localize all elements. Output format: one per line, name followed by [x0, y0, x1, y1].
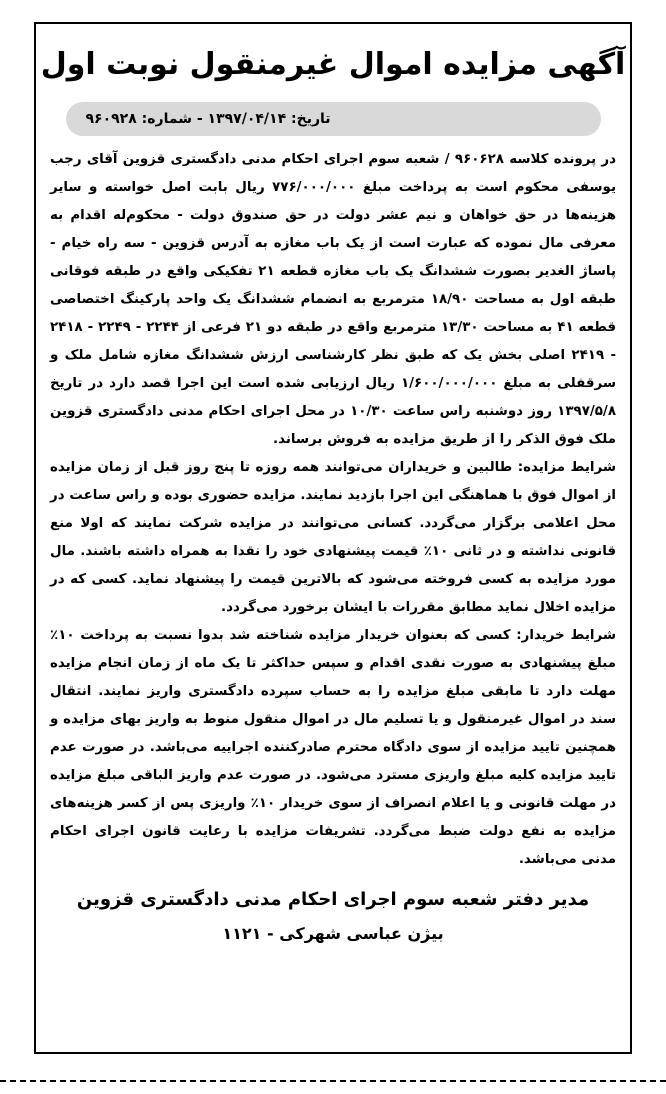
buyer-conditions-paragraph: شرایط خریدار: کسی که بعنوان خریدار مزایده شناخته شد بدوا نسبت به پرداخت ۱۰٪ مبلغ پیشنهادی به صورت نقدی اقدام و سپس حداکثر تا یک ماه از زمان انجام مزایده مهلت دارد تا مابقی مبلغ مزایده را به حساب سپرده دادگستری واریز نمایند. انتقال سند در اموال غیرمنقول و یا تسلیم مال در اموال منقول منوط به واریز بهای مزایده و همچنین تایید مزایده از سوی دادگاه محترم صادرکننده اجراییه می‌باشد. در صورت عدم تایید مزایده کلیه مبلغ واریزی مسترد می‌شود. در صورت عدم واریز الباقی مبلغ مزایده در مهلت قانونی و یا اعلام انصراف از سوی خریدار ۱۰٪ واریزی پس از کسر هزینه‌های مزایده به نفع دولت ضبط می‌گردد. تشریفات مزایده با رعایت قانون اجرای احکام مدنی می‌باشد. — [50, 628, 616, 867]
signature-block — [36, 882, 630, 950]
date-number-bar — [66, 102, 601, 136]
signature-office: مدیر دفتر شعبه سوم اجرای احکام مدنی دادگستری قزوین — [76, 889, 590, 910]
notice-body — [50, 146, 616, 874]
notice-frame — [34, 22, 632, 1054]
cut-line-divider — [0, 1080, 666, 1082]
notice-title: آگهی مزایده اموال غیرمنقول نوبت اول — [40, 47, 626, 82]
case-paragraph: در پرونده کلاسه ۹۶۰۶۲۸ / شعبه سوم اجرای احکام مدنی دادگستری قزوین آقای رجب یوسفی محکوم است به پرداخت مبلغ ۷۷۶/۰۰۰/۰۰۰ ریال بابت اصل خواسته و سایر هزینه‌ها در حق خواهان و نیم عشر دولت در حق صندوق دولت - محکوم‌له اقدام به معرفی مال نموده که عبارت است از یک باب مغازه به آدرس قزوین - سه راه خیام - پاساژ الغدیر بصورت ششدانگ یک باب مغازه قطعه ۲۱ تفکیکی واقع در طبقه فوقانی طبقه اول به مساحت ۱۸/۹۰ مترمربع به انضمام ششدانگ یک واحد پارکینگ اختصاصی قطعه ۴۱ به مساحت ۱۳/۳۰ مترمربع واقع در طبقه دو ۲۱ فرعی از ۲۲۴۴ - ۲۲۴۹ - ۲۴۱۸ - ۲۴۱۹ اصلی بخش یک که طبق نظر کارشناسی ارزش ششدانگ مغازه شامل ملک و سرقفلی به مبلغ ۱/۶۰۰/۰۰۰/۰۰۰ ریال ارزیابی شده است این اجرا قصد دارد در تاریخ ۱۳۹۷/۵/۸ روز دوشنبه راس ساعت ۱۰/۳۰ در محل اجرای احکام مدنی دادگستری قزوین ملک فوق الذکر را از طریق مزایده به فروش برساند. — [50, 152, 617, 447]
signature-name: بیژن عباسی شهرکی - ۱۱۲۱ — [222, 924, 444, 943]
date-number-text: تاریخ: ۱۳۹۷/۰۴/۱۴ - شماره: ۹۶۰۹۲۸ — [85, 111, 331, 127]
auction-conditions-paragraph: شرایط مزایده: طالبین و خریداران می‌توانند همه روزه تا پنج روز قبل از زمان مزایده از اموال فوق با هماهنگی این اجرا بازدید نمایند. مزایده حضوری بوده و راس ساعت در محل اعلامی برگزار می‌گردد. کسانی می‌توانند در مزایده شرکت نمایند که اولا منع قانونی نداشته و در ثانی ۱۰٪ قیمت پیشنهادی خود را نقدا به همراه داشته باشند. مال مورد مزایده به کسی فروخته می‌شود که بالاترین قیمت را پیشنهاد نماید. کسی که در مزایده اخلال نماید مطابق مقررات با ایشان برخورد می‌گردد. — [50, 460, 616, 615]
